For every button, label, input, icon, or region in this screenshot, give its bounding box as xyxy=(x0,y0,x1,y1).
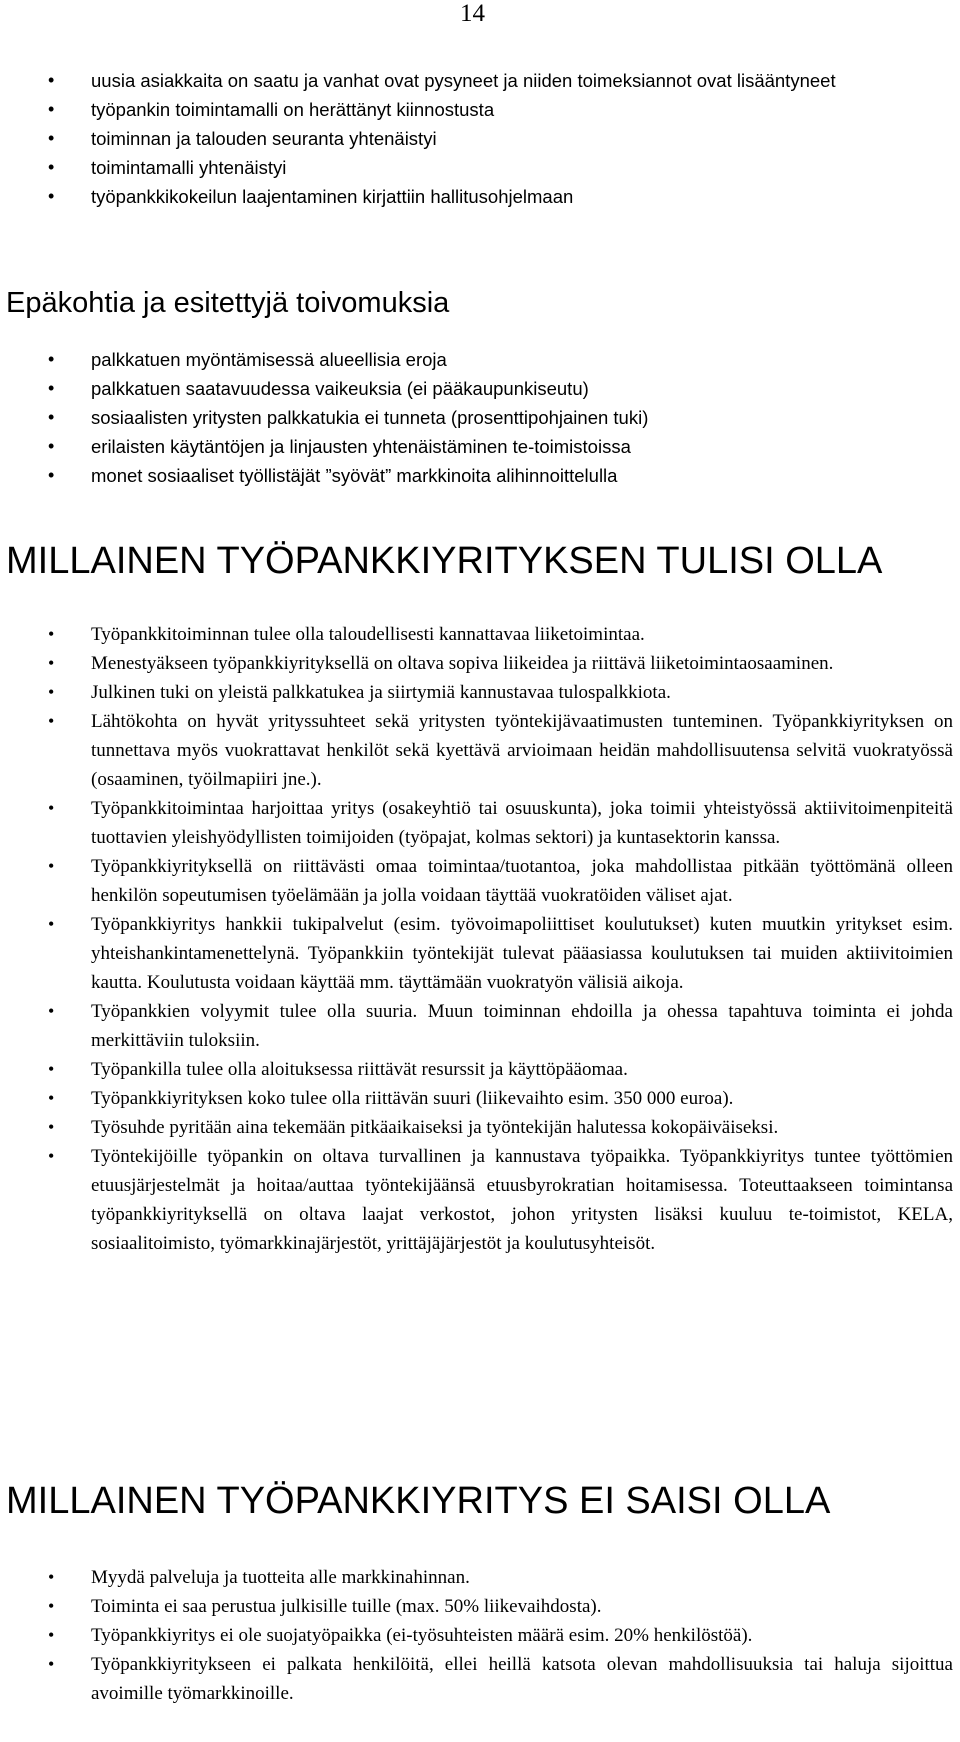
bullet-icon: • xyxy=(48,1088,55,1108)
list-item: • Työpankkiyrityksen koko tulee olla riittävän suuri (liikevaihto esim. 350 000 euroa). xyxy=(91,1084,953,1113)
list-item: • Työpankkitoimintaa harjoittaa yritys (osakeyhtiö tai osuuskunta), joka toimii yhteistyössä aktiivitoimenpiteitä tuottavien yleishyödyllisten toimijoiden (työpajat, kolmas sektori) ja kuntasektorin kanssa. xyxy=(91,794,953,852)
page-number: 14 xyxy=(460,0,485,27)
list-item: • Lähtökohta on hyvät yrityssuhteet sekä yritysten työntekijävaatimusten tunteminen. Työpankkiyrityksen on tunnettava myös vuokrattavat henkilöt sekä kyettävä arvioimaan heidän mahdollisuutensa selvitä vuokratyössä (osaaminen, työilmapiiri jne.). xyxy=(91,707,953,794)
section-heading-should-be: MILLAINEN TYÖPANKKIYRITYKSEN TULISI OLLA xyxy=(6,540,883,582)
list-item: • Työpankkiyritys hankkii tukipalvelut (esim. työvoimapoliittiset koulutukset) kuten muutkin yritykset esim. yhteishankintamenettelynä. Työpankkiin työntekijät tulevat pääasiassa koulutuksen tai muiden aktiivitoimien kautta. Koulutusta voidaan käyttää mm. täyttämään vuokratyön välisiä aikoja. xyxy=(91,910,953,997)
list-item: • Työpankilla tulee olla aloituksessa riittävät resurssit ja käyttöpääomaa. xyxy=(91,1055,953,1084)
bullet-icon: • xyxy=(48,653,55,673)
list-item: • Työpankkitoiminnan tulee olla taloudellisesti kannattavaa liiketoimintaa. xyxy=(91,620,953,649)
bullet-icon: • xyxy=(48,1001,55,1021)
bullet-icon: • xyxy=(48,1059,55,1079)
bullet-icon: • xyxy=(48,798,55,818)
list-item: • Julkinen tuki on yleistä palkkatukea ja siirtymiä kannustavaa tulospalkkiota. xyxy=(91,678,953,707)
list-item: • työpankin toimintamalli on herättänyt kiinnostusta xyxy=(91,95,951,124)
bullet-icon: • xyxy=(48,856,55,876)
list-item: • erilaisten käytäntöjen ja linjausten yhtenäistäminen te-toimistoissa xyxy=(91,432,951,461)
list-item: • palkkatuen saatavuudessa vaikeuksia (ei pääkaupunkiseutu) xyxy=(91,374,951,403)
list-item: • Menestyäkseen työpankkiyrityksellä on oltava sopiva liikeidea ja riittävä liiketoimintaosaaminen. xyxy=(91,649,953,678)
bullet-icon: • xyxy=(48,1146,55,1166)
grievances-list xyxy=(48,345,951,490)
bullet-icon: • xyxy=(48,70,55,90)
bullet-icon: • xyxy=(48,682,55,702)
bullet-icon: • xyxy=(48,99,55,119)
list-item: • Työpankkiyritys ei ole suojatyöpaikka (ei-työsuhteisten määrä esim. 20% henkilöstöä). xyxy=(91,1621,953,1650)
list-item: • palkkatuen myöntämisessä alueellisia eroja xyxy=(91,345,951,374)
bullet-icon: • xyxy=(48,436,55,456)
bullet-icon: • xyxy=(48,711,55,731)
bullet-icon: • xyxy=(48,1567,55,1587)
list-item: • toimintamalli yhtenäistyi xyxy=(91,153,951,182)
bullet-icon: • xyxy=(48,157,55,177)
bullet-icon: • xyxy=(48,1625,55,1645)
bullet-icon: • xyxy=(48,624,55,644)
list-item: • Työsuhde pyritään aina tekemään pitkäaikaiseksi ja työntekijän halutessa kokopäiväiseksi. xyxy=(91,1113,953,1142)
list-item: • Työntekijöille työpankin on oltava turvallinen ja kannustava työpaikka. Työpankkiyritys tuntee työttömien etuusjärjestelmät ja hoitaa/auttaa työntekijäänsä etuusbyrokratian hoitamisessa. Toteuttaakseen toimintansa työpankkiyrityksellä on oltava laajat verkostot, johon yritysten lisäksi kuuluu te-toimistot, KELA, sosiaalitoimisto, työmarkkinajärjestöt, yrittäjäjärjestöt ja koulutusyhteisöt. xyxy=(91,1142,953,1258)
list-item: • monet sosiaaliset työllistäjät ”syövät” markkinoita alihinnoittelulla xyxy=(91,461,951,490)
bullet-icon: • xyxy=(48,128,55,148)
list-item: • Myydä palveluja ja tuotteita alle markkinahinnan. xyxy=(91,1563,953,1592)
bullet-icon: • xyxy=(48,349,55,369)
bullet-icon: • xyxy=(48,407,55,427)
bullet-icon: • xyxy=(48,465,55,485)
section-heading-grievances: Epäkohtia ja esitettyjä toivomuksia xyxy=(6,287,450,319)
should-be-list xyxy=(48,620,953,1258)
bullet-icon: • xyxy=(48,378,55,398)
list-item: • Työpankkien volyymit tulee olla suuria. Muun toiminnan ehdoilla ja ohessa tapahtuva toiminta ei johda merkittäviin tuloksiin. xyxy=(91,997,953,1055)
list-item: • uusia asiakkaita on saatu ja vanhat ovat pysyneet ja niiden toimeksiannot ovat lisääntyneet xyxy=(91,66,951,95)
achievements-list xyxy=(48,66,951,211)
section-heading-should-not-be: MILLAINEN TYÖPANKKIYRITYS EI SAISI OLLA xyxy=(6,1480,831,1522)
bullet-icon: • xyxy=(48,914,55,934)
bullet-icon: • xyxy=(48,186,55,206)
list-item: • sosiaalisten yritysten palkkatukia ei tunneta (prosenttipohjainen tuki) xyxy=(91,403,951,432)
list-item: • Työpankkiyritykseen ei palkata henkilöitä, ellei heillä katsota olevan mahdollisuuksia tai haluja sijoittua avoimille työmarkkinoille. xyxy=(91,1650,953,1708)
list-item: • Toiminta ei saa perustua julkisille tuille (max. 50% liikevaihdosta). xyxy=(91,1592,953,1621)
list-item: • toiminnan ja talouden seuranta yhtenäistyi xyxy=(91,124,951,153)
should-not-be-list xyxy=(48,1563,953,1708)
bullet-icon: • xyxy=(48,1117,55,1137)
bullet-icon: • xyxy=(48,1596,55,1616)
list-item: • Työpankkiyrityksellä on riittävästi omaa toimintaa/tuotantoa, joka mahdollistaa pitkään työttömänä olleen henkilön sopeutumisen työelämään ja jolla voidaan täyttää vuokratöiden väliset ajat. xyxy=(91,852,953,910)
bullet-icon: • xyxy=(48,1654,55,1674)
list-item: • työpankkikokeilun laajentaminen kirjattiin hallitusohjelmaan xyxy=(91,182,951,211)
